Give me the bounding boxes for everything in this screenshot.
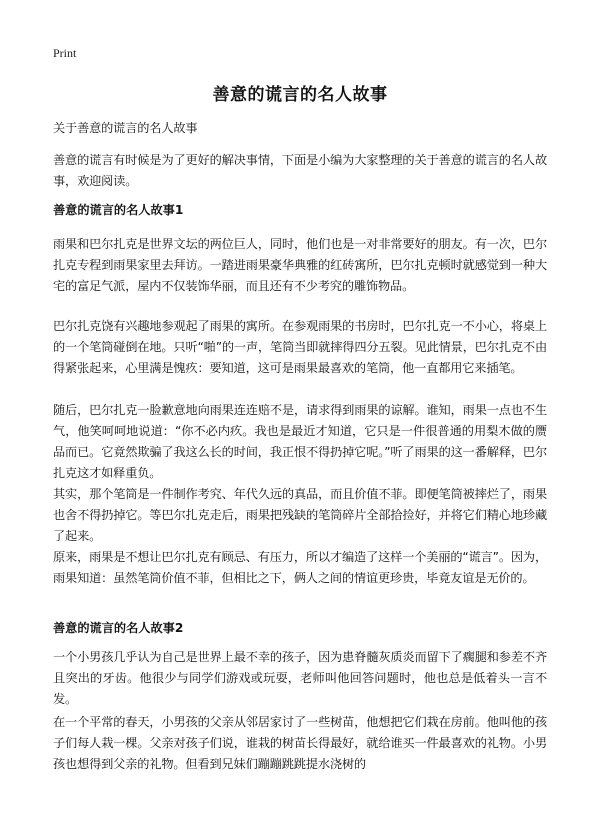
section-heading-1: 善意的谎言的名人故事1 [53,203,184,217]
section-heading-2: 善意的谎言的名人故事2 [53,621,184,635]
section-1-paragraph: 其实，那个笔筒是一件制作考究、年代久远的真品，而且价值不菲。即便笔筒被摔烂了，雨果也舍不得扔掉它。等巴尔扎克走后，雨果把残缺的笔筒碎片全部拾捡好，并将它们精心地珍藏了起来。 [53,487,547,543]
section-2-paragraph: 在一个平常的春天，小男孩的父亲从邻居家讨了一些树苗，他想把它们栽在房前。他叫他的孩子们每人栽一棵。父亲对孩子们说，谁栽的树苗长得最好，就给谁买一件最喜欢的礼物。小男孩也想得到父亲的礼物。但看到兄妹们蹦蹦跳跳提水浇树的 [53,715,547,771]
section-1-paragraph: 随后，巴尔扎克一脸歉意地向雨果连连赔不是，请求得到雨果的谅解。谁知，雨果一点也不生气，他笑呵呵地说道：“你不必内疚。我也是最近才知道，它只是一件很普通的用梨木做的赝品而已。它竟然欺骗了我这么长的时间，我正恨不得扔掉它呢。”听了雨果的这一番解释，巴尔扎克这才如释重负。 [53,403,547,480]
intro-paragraph: 善意的谎言有时候是为了更好的解决事情，下面是小编为大家整理的关于善意的谎言的名人故事，欢迎阅读。 [53,153,547,188]
section-1-paragraph: 原来，雨果是不想让巴尔扎克有顾忌、有压力，所以才编造了这样一个美丽的“谎言”。因为，雨果知道：虽然笔筒价值不菲，但相比之下，俩人之间的情谊更珍贵，毕竟友谊是无价的。 [53,550,547,585]
page-title: 善意的谎言的名人故事 [212,85,388,105]
print-link[interactable]: Print [53,46,77,60]
section-1-paragraph: 雨果和巴尔扎克是世界文坛的两位巨人，同时，他们也是一对非常要好的朋友。有一次，巴尔扎克专程到雨果家里去拜访。一踏进雨果豪华典雅的红砖寓所，巴尔扎克顿时就感觉到一种大宅的富足气派，屋内不仅装饰华丽，而且还有不少考究的雕饰物品。 [53,237,547,293]
section-2-paragraph: 一个小男孩几乎认为自己是世界上最不幸的孩子，因为患脊髓灰质炎而留下了瘸腿和参差不齐且突出的牙齿。他很少与同学们游戏或玩耍，老师叫他回答问题时，他也总是低着头一言不发。 [53,650,547,706]
subtitle: 关于善意的谎言的名人故事 [53,121,198,135]
section-1-paragraph: 巴尔扎克饶有兴趣地参观起了雨果的寓所。在参观雨果的书房时，巴尔扎克一不小心，将桌上的一个笔筒碰倒在地。只听“啪”的一声，笔筒当即就摔得四分五裂。见此情景，巴尔扎克不由得紧张起来，心里满是愧疚：要知道，这可是雨果最喜欢的笔筒，他一直都用它来插笔。 [53,319,547,375]
